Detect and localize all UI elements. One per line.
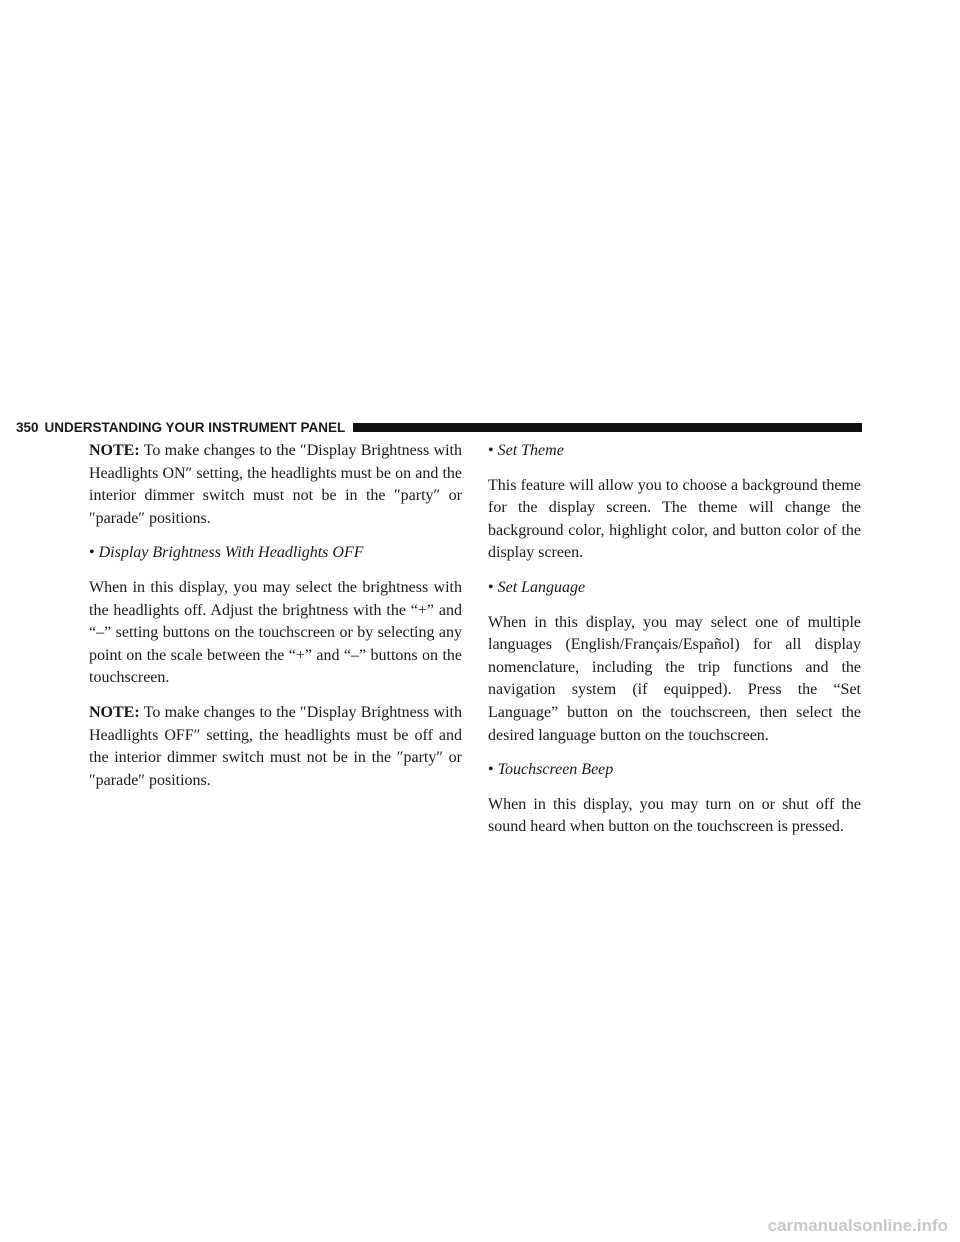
- body-paragraph: When in this display, you may select one of multiple languages (English/Français/Español) for all display nomenclature, including the trip functions and the navigation system (if equipped). Press the “Set Language” button on the touchscreen, then select the desired language button on the touchscreen.: [488, 613, 861, 744]
- page-header: [0, 416, 862, 438]
- note-text: To make changes to the ″Display Brightness with Headlights OFF″ setting, the headlights must be off and the interior dimmer switch must not be in the ″party″ or ″parade″ positions.: [89, 703, 462, 789]
- bullet-heading: [89, 542, 462, 565]
- bullet-symbol: •: [488, 442, 494, 459]
- bullet-symbol: •: [488, 578, 494, 596]
- bullet-title: Set Theme: [497, 442, 564, 459]
- bullet-symbol: •: [89, 544, 95, 562]
- note-paragraph: [89, 702, 462, 792]
- page-number: 350: [16, 419, 39, 435]
- header-rule: [353, 423, 862, 432]
- bullet-symbol: •: [488, 761, 494, 779]
- section-title: UNDERSTANDING YOUR INSTRUMENT PANEL: [44, 419, 346, 435]
- note-label: NOTE:: [89, 442, 140, 459]
- note-paragraph: [89, 440, 462, 530]
- bullet-title: Display Brightness With Headlights OFF: [98, 544, 364, 562]
- bullet-heading: [488, 577, 861, 600]
- bullet-title: Set Language: [497, 578, 586, 596]
- body-paragraph: This feature will allow you to choose a background theme for the display screen. The theme will change the background color, highlight color, and button color of the display screen.: [488, 476, 861, 562]
- right-column: [488, 440, 861, 851]
- note-text: To make changes to the ″Display Brightness with Headlights ON″ setting, the headlights must be on and the interior dimmer switch must not be in the ″party″ or ″parade″ positions.: [89, 442, 462, 527]
- left-column: [89, 440, 462, 804]
- note-label: NOTE:: [89, 703, 140, 721]
- body-paragraph: When in this display, you may turn on or shut off the sound heard when button on the touchscreen is pressed.: [488, 795, 861, 836]
- bullet-heading: [488, 759, 861, 782]
- body-paragraph: When in this display, you may select the brightness with the headlights off. Adjust the brightness with the “+” and “–” setting buttons on the touchscreen or by selecting any point on the scale between the “+” and “–” buttons on the touchscreen.: [89, 578, 462, 687]
- watermark: carmanualsonline.info: [767, 1216, 948, 1235]
- bullet-heading: [488, 440, 861, 463]
- bullet-title: Touchscreen Beep: [497, 761, 614, 779]
